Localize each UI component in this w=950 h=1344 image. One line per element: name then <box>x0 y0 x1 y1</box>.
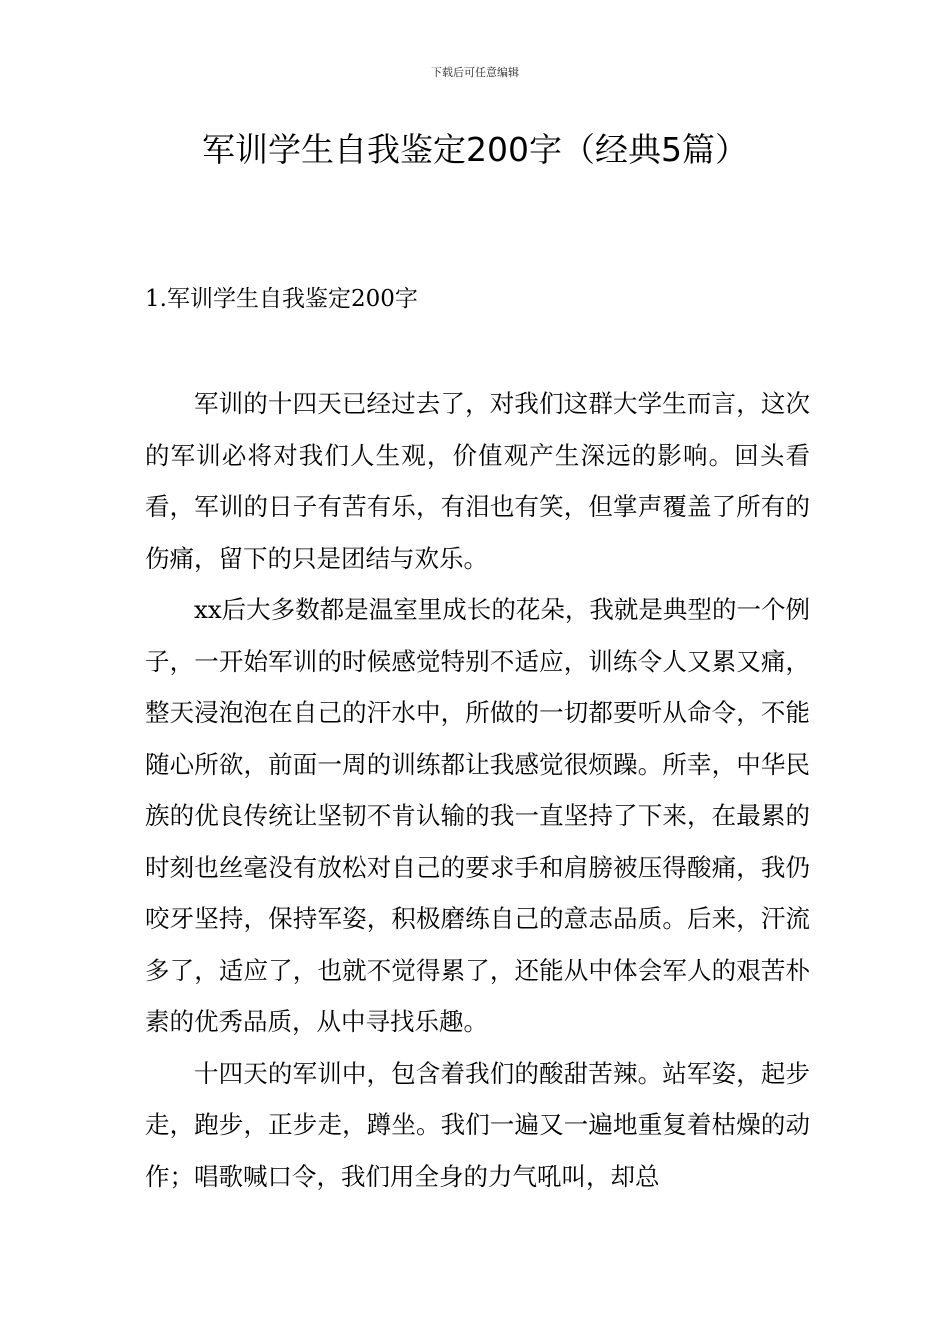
paragraph-1: 军训的十四天已经过去了，对我们这群大学生而言，这次的军训必将对我们人生观，价值观产生深远的影响。回头看看，军训的日子有苦有乐，有泪也有笑，但掌声覆盖了所有的伤痛，留下的只是团结与欢乐。 <box>145 389 810 573</box>
document-title: 军训学生自我鉴定200字（经典5篇） <box>202 130 748 169</box>
paragraph-2: xx后大多数都是温室里成长的花朵，我就是典型的一个例子，一开始军训的时候感觉特别不适应，训练令人又累又痛，整天浸泡泡在自己的汗水中，所做的一切都要听从命令，不能随心所欲，前面一周的训练都让我感觉很烦躁。所幸，中华民族的优良传统让坚韧不肯认输的我一直坚持了下来，在最累的时刻也丝毫没有放松对自己的要求手和肩膀被压得酸痛，我仍咬牙坚持，保持军姿，积极磨练自己的意志品质。后来，汗流多了，适应了，也就不觉得累了，还能从中体会军人的艰苦朴素的优秀品质，从中寻找乐趣。 <box>145 595 810 1036</box>
paragraph-3: 十四天的军训中，包含着我们的酸甜苦辣。站军姿，起步走，跑步，正步走，蹲坐。我们一遍又一遍地重复着枯燥的动作；唱歌喊口令，我们用全身的力气吼叫，却总 <box>145 1058 810 1191</box>
section-heading: 1.军训学生自我鉴定200字 <box>145 286 418 312</box>
body-text <box>145 378 810 1202</box>
header-note: 下载后可任意编辑 <box>431 66 519 79</box>
